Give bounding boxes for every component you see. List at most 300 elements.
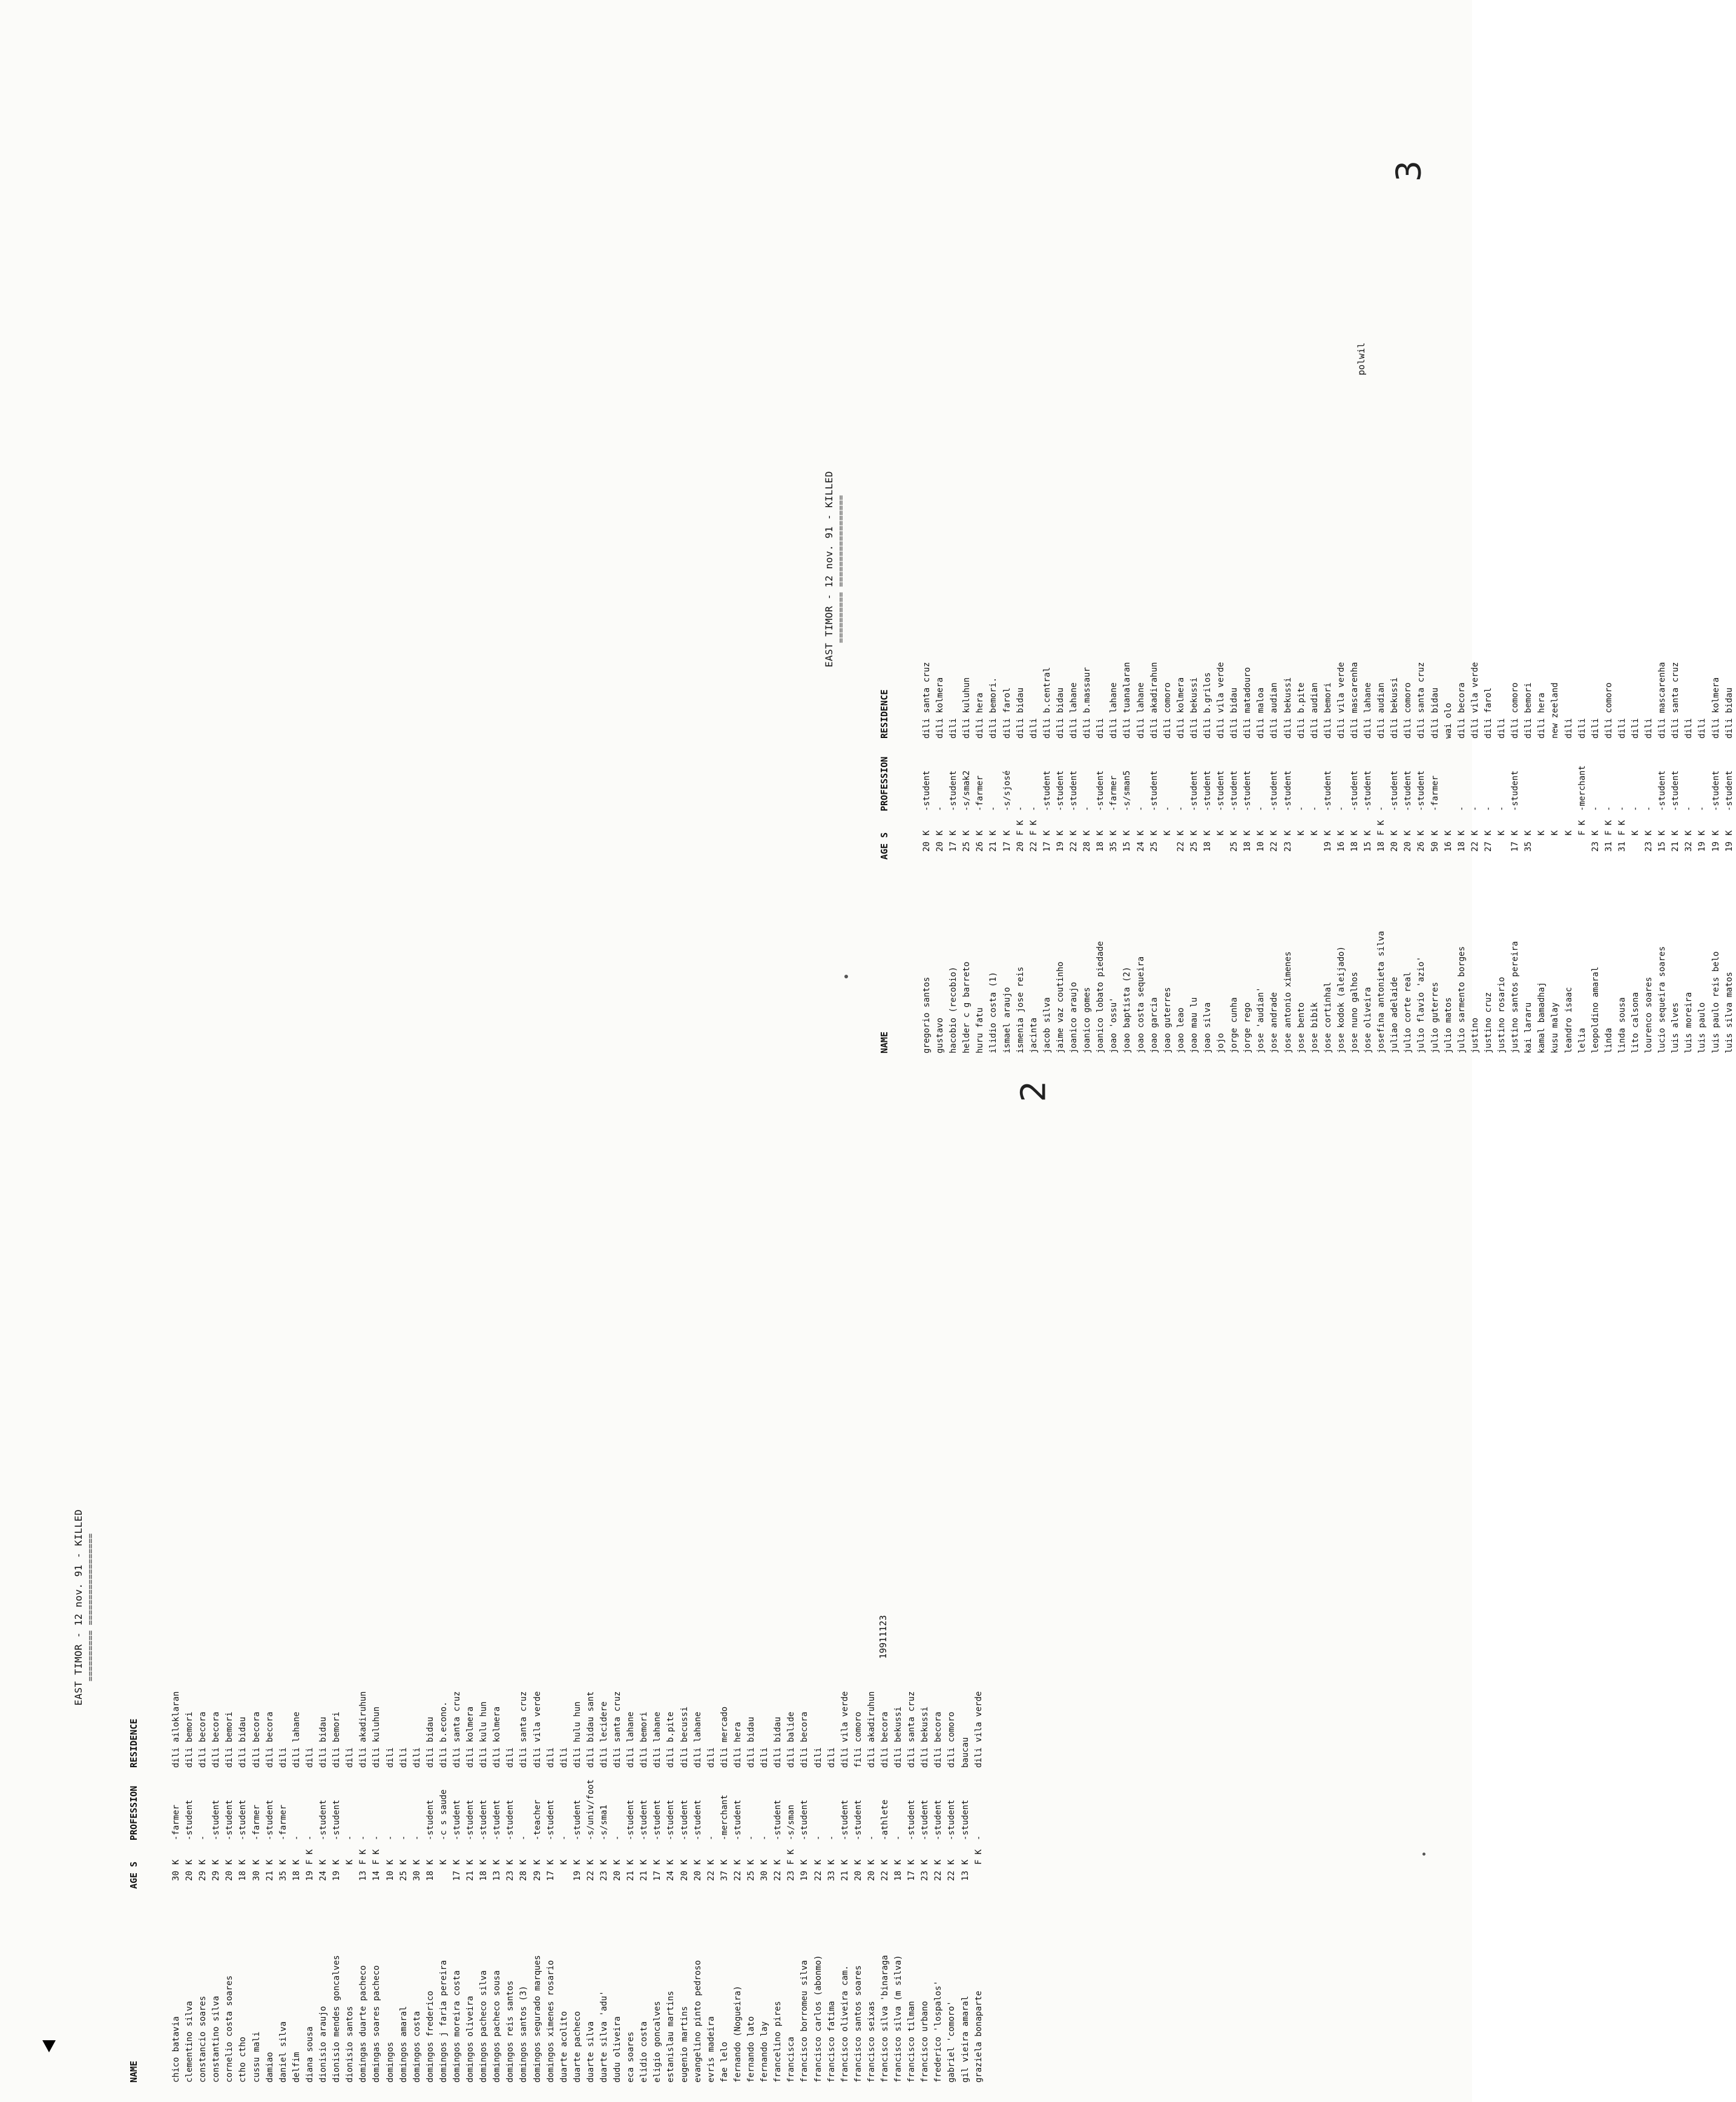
cell-profession: -student bbox=[265, 1799, 275, 1840]
cell-age: 13 bbox=[358, 1871, 369, 1881]
cell-profession: -s/sma1 bbox=[599, 1804, 609, 1840]
cell-name: daniel silva bbox=[278, 2021, 288, 2083]
table-row bbox=[1054, 85, 1067, 1053]
table-row bbox=[705, 1132, 718, 2083]
cell-profession: -student bbox=[1510, 770, 1521, 811]
cell-profession: -student bbox=[933, 1799, 944, 1840]
cell-name: joanico lobato piedade bbox=[1096, 941, 1106, 1053]
cell-residence: dili bemori bbox=[639, 1712, 649, 1768]
cell-name: helder c g barreto bbox=[962, 961, 972, 1053]
cell-age: 23 bbox=[1283, 842, 1293, 852]
cell-age: 21 bbox=[639, 1871, 649, 1881]
table-row bbox=[1174, 85, 1188, 1053]
cell-name: estanislau martins bbox=[666, 1991, 676, 2083]
cell-sex: K bbox=[318, 1859, 329, 1865]
cell-age: 19 bbox=[1697, 842, 1708, 852]
cell-name: jacinta bbox=[1028, 1017, 1039, 1053]
cell-name: francisco carlos (abonmo) bbox=[813, 1955, 823, 2083]
cell-profession: -student bbox=[1189, 770, 1199, 811]
cell-name: gil vieira amaral bbox=[960, 1995, 970, 2083]
cell-sex: K bbox=[398, 1859, 409, 1865]
cell-residence: dili bidau bbox=[1430, 687, 1440, 739]
cell-profession: -student bbox=[1711, 770, 1721, 811]
table-row bbox=[1161, 85, 1174, 1053]
cell-age: 33 bbox=[826, 1871, 837, 1881]
cell-sex: K bbox=[238, 1859, 248, 1865]
table-row bbox=[1134, 85, 1148, 1053]
column-headers bbox=[879, 85, 891, 1053]
cell-sex: K bbox=[412, 1859, 422, 1865]
table-row bbox=[236, 1132, 249, 2083]
cell-residence: dili akadiruhun bbox=[358, 1691, 369, 1768]
cell-name: jose nuno galhos bbox=[1350, 972, 1360, 1053]
table-row bbox=[865, 1132, 878, 2083]
cell-profession: -student bbox=[840, 1799, 850, 1840]
cell-age: 30 bbox=[251, 1871, 261, 1881]
cell-sex: K bbox=[666, 1859, 676, 1865]
cell-profession: -student bbox=[1202, 770, 1212, 811]
cell-name: justino bbox=[1470, 1017, 1480, 1053]
cell-age: 23 bbox=[599, 1871, 609, 1881]
table-row bbox=[1576, 85, 1589, 1053]
cell-name: lito calsona bbox=[1630, 992, 1640, 1053]
cell-residence: dili lahane bbox=[1109, 682, 1119, 739]
cell-name: dudu oliveira bbox=[613, 2016, 623, 2083]
cell-name: domingos j faria pereira bbox=[438, 1960, 449, 2083]
page-number-2: 2 bbox=[1014, 1080, 1054, 1102]
cell-residence: dili vila verde bbox=[532, 1691, 542, 1768]
cell-profession: - bbox=[1470, 806, 1480, 811]
cell-age: 22 bbox=[880, 1871, 890, 1881]
title-underline: ========== ================== bbox=[86, 1533, 96, 1682]
cell-name: lelia bbox=[1577, 1027, 1587, 1053]
table-row bbox=[504, 1132, 517, 2083]
cell-name: luis moreira bbox=[1684, 992, 1694, 1053]
cell-sex: K bbox=[1309, 830, 1320, 835]
cell-residence: dili bbox=[706, 1747, 716, 1768]
cell-name: linda sousa bbox=[1617, 997, 1627, 1053]
cell-residence: dili kuluhun bbox=[372, 1706, 382, 1768]
cell-residence: dili hulu hun bbox=[572, 1701, 582, 1768]
cell-name: joao baptista (2) bbox=[1122, 966, 1133, 1053]
cell-profession: - bbox=[1630, 806, 1640, 811]
cell-age: 19 bbox=[800, 1871, 810, 1881]
cell-name: leopoldino amaral bbox=[1590, 966, 1600, 1053]
cell-sex: F K bbox=[1015, 820, 1025, 835]
cell-profession: - bbox=[1175, 806, 1186, 811]
cell-sex: K bbox=[1243, 830, 1253, 835]
cell-profession: - bbox=[1684, 806, 1694, 811]
table-row bbox=[812, 1132, 825, 2083]
cell-profession: - bbox=[1644, 806, 1654, 811]
cell-profession: - bbox=[345, 1835, 355, 1840]
cell-residence: dili hera bbox=[975, 693, 985, 739]
cell-profession: - bbox=[813, 1835, 823, 1840]
cell-sex: K bbox=[1229, 830, 1240, 835]
cell-profession: -student bbox=[1390, 770, 1400, 811]
cell-profession: -s/smak2 bbox=[962, 770, 972, 811]
cell-age: 28 bbox=[1082, 842, 1093, 852]
table-row bbox=[544, 1132, 557, 2083]
cell-sex: K bbox=[1630, 830, 1640, 835]
cell-sex: K bbox=[1069, 830, 1079, 835]
cell-age: 29 bbox=[211, 1871, 222, 1881]
header-name: NAME bbox=[128, 2060, 139, 2083]
cell-residence: dili vila verde bbox=[1470, 662, 1480, 739]
cell-age: 31 bbox=[1603, 842, 1614, 852]
table-row bbox=[183, 1132, 196, 2083]
table-row bbox=[1616, 85, 1629, 1053]
cell-sex: K bbox=[1390, 830, 1400, 835]
cell-residence: dili tuanalaran bbox=[1122, 662, 1133, 739]
table-row bbox=[1401, 85, 1415, 1053]
cell-residence: dili b.grilos bbox=[1202, 672, 1212, 739]
cell-profession: - bbox=[1590, 806, 1600, 811]
cell-residence: dili kolmera bbox=[492, 1706, 502, 1768]
cell-profession: - bbox=[1296, 806, 1306, 811]
table-row bbox=[973, 85, 987, 1053]
cell-sex: K bbox=[746, 1859, 757, 1865]
cell-name: julio matos bbox=[1443, 997, 1453, 1053]
table-row bbox=[1308, 85, 1321, 1053]
cell-name: graziela bonaparte bbox=[973, 1991, 984, 2083]
cell-sex: K bbox=[1216, 830, 1226, 835]
cell-profession: -student bbox=[492, 1799, 502, 1840]
table-row bbox=[397, 1132, 410, 2083]
cell-age: 24 bbox=[666, 1871, 676, 1881]
cell-profession: - bbox=[893, 1835, 904, 1840]
cell-residence: dili b.central bbox=[1042, 667, 1052, 739]
document-page-2 bbox=[73, 1132, 984, 2083]
cell-residence: dili bekussi bbox=[1390, 677, 1400, 739]
cell-residence: dili bidau bbox=[318, 1716, 329, 1768]
cell-name: eligio goncalves bbox=[653, 2001, 663, 2083]
table-row bbox=[1522, 85, 1535, 1053]
cell-sex: K bbox=[1269, 830, 1280, 835]
cell-residence: dili balide bbox=[786, 1712, 797, 1768]
table-row bbox=[920, 85, 933, 1053]
cell-profession: -student bbox=[1269, 770, 1280, 811]
cell-profession: -s/univ/foot bbox=[585, 1779, 596, 1840]
cell-name: duarte silva 'adu' bbox=[599, 1991, 609, 2083]
cell-sex: K bbox=[465, 1859, 476, 1865]
cell-sex: K bbox=[1416, 830, 1427, 835]
table-row bbox=[1602, 85, 1616, 1053]
cell-name: kusu malay bbox=[1550, 1002, 1560, 1053]
cell-name: jose cortinhal bbox=[1323, 981, 1333, 1053]
cell-sex: K bbox=[1483, 830, 1493, 835]
cell-name: domingas soares pacheco bbox=[372, 1965, 382, 2083]
cell-name: evangelino pinto pedroso bbox=[692, 1960, 703, 2083]
cell-profession: -student bbox=[949, 770, 959, 811]
table-row bbox=[798, 1132, 811, 2083]
cell-profession: -student bbox=[425, 1799, 435, 1840]
cell-profession: -student bbox=[626, 1799, 636, 1840]
cell-sex: K bbox=[1644, 830, 1654, 835]
table-row bbox=[437, 1132, 450, 2083]
cell-name: jorge cunha bbox=[1229, 997, 1240, 1053]
cell-residence: dili bbox=[1563, 718, 1574, 739]
cell-residence: dili lahane bbox=[1069, 682, 1079, 739]
cell-sex: K bbox=[1430, 830, 1440, 835]
cell-age: 23 bbox=[786, 1871, 797, 1881]
cell-sex: K bbox=[198, 1859, 208, 1865]
table-row bbox=[1348, 85, 1361, 1053]
cell-profession: - bbox=[1483, 806, 1493, 811]
cell-age: 25 bbox=[746, 1871, 757, 1881]
table-row bbox=[357, 1132, 370, 2083]
cell-sex: K bbox=[626, 1859, 636, 1865]
table-row bbox=[1495, 85, 1508, 1053]
cell-residence: dili santa cruz bbox=[1671, 662, 1681, 739]
cell-residence: dili santa cruz bbox=[922, 662, 932, 739]
cell-name: eca soares bbox=[626, 2031, 636, 2083]
table-row bbox=[1188, 85, 1201, 1053]
cell-residence: dili bbox=[545, 1747, 556, 1768]
cell-name: domingos oliveira bbox=[465, 1995, 476, 2083]
cell-profession: -student bbox=[1055, 770, 1065, 811]
cell-age: 18 bbox=[1243, 842, 1253, 852]
cell-sex: K bbox=[452, 1859, 462, 1865]
cell-sex: K bbox=[1136, 830, 1146, 835]
cell-sex: K bbox=[962, 830, 972, 835]
cell-sex: K bbox=[291, 1859, 301, 1865]
cell-name: fernando (Nogueira) bbox=[732, 1985, 743, 2083]
table-row bbox=[745, 1132, 758, 2083]
cell-sex: K bbox=[866, 1859, 876, 1865]
cell-sex: K bbox=[719, 1859, 729, 1865]
table-row bbox=[464, 1132, 477, 2083]
cell-residence: dili kuluhun bbox=[962, 677, 972, 739]
table-row bbox=[947, 85, 960, 1053]
cell-age: 23 bbox=[920, 1871, 930, 1881]
cell-name: ismenia jose reis bbox=[1015, 966, 1025, 1053]
cell-sex: K bbox=[1055, 830, 1065, 835]
cell-sex: K bbox=[1256, 830, 1266, 835]
cell-sex: K bbox=[935, 830, 945, 835]
table-row bbox=[624, 1132, 637, 2083]
cell-age: 35 bbox=[278, 1871, 288, 1881]
cell-sex: K bbox=[1510, 830, 1521, 835]
cell-sex: K bbox=[1363, 830, 1373, 835]
page-number-3: 3 bbox=[1389, 160, 1429, 182]
cell-profession: -student bbox=[1229, 770, 1240, 811]
cell-residence: dili comoro bbox=[1403, 682, 1413, 739]
cell-sex: K bbox=[1002, 830, 1012, 835]
cell-age: 20 bbox=[613, 1871, 623, 1881]
cell-residence: dili farol bbox=[1002, 687, 1012, 739]
cell-sex: K bbox=[1189, 830, 1199, 835]
cell-age: 25 bbox=[398, 1871, 409, 1881]
cell-residence: dili bidau bbox=[1724, 687, 1734, 739]
table-row bbox=[1429, 85, 1442, 1053]
cell-residence: wai olo bbox=[1443, 702, 1453, 739]
cell-age: 25 bbox=[962, 842, 972, 852]
cell-profession: -student bbox=[1363, 770, 1373, 811]
cell-residence: dili becora bbox=[198, 1712, 208, 1768]
table-row bbox=[1014, 85, 1027, 1053]
table-row bbox=[932, 1132, 945, 2083]
cell-sex: K bbox=[1724, 830, 1734, 835]
cell-name: julio flavio 'azio' bbox=[1416, 956, 1427, 1053]
table-row bbox=[531, 1132, 544, 2083]
cell-profession: -student bbox=[922, 770, 932, 811]
cell-sex: K bbox=[692, 1859, 703, 1865]
cell-sex: K bbox=[1042, 830, 1052, 835]
cell-age: 37 bbox=[719, 1871, 729, 1881]
cell-age: 17 bbox=[907, 1871, 917, 1881]
cell-residence: dili akadiruhun bbox=[866, 1691, 876, 1768]
table-row bbox=[209, 1132, 223, 2083]
cell-sex: K bbox=[1684, 830, 1694, 835]
cell-name: joanico araujo bbox=[1069, 981, 1079, 1053]
cell-residence: dili bbox=[1697, 718, 1708, 739]
arrow-icon bbox=[42, 2040, 56, 2052]
cell-residence: dili bidau bbox=[1015, 687, 1025, 739]
cell-name: francisco santos soares bbox=[853, 1965, 863, 2083]
cell-residence: dili santa cruz bbox=[907, 1691, 917, 1768]
cell-name: jaime vaz coutinho bbox=[1055, 961, 1065, 1053]
cell-name: dionisio mendes goncalves bbox=[332, 1955, 342, 2083]
cell-age: 23 bbox=[1590, 842, 1600, 852]
cell-name: ctho ctho bbox=[238, 2037, 248, 2083]
cell-sex: K bbox=[853, 1859, 863, 1865]
cell-sex: K bbox=[1524, 830, 1534, 835]
cell-profession: -c s saude bbox=[438, 1789, 449, 1840]
cell-name: francisco seixas bbox=[866, 2001, 876, 2083]
cell-age: 24 bbox=[318, 1871, 329, 1881]
cell-residence: dili akadirahun bbox=[1149, 662, 1159, 739]
cell-age: 20 bbox=[1015, 842, 1025, 852]
cell-profession: - bbox=[1497, 806, 1507, 811]
cell-residence: dili comoro bbox=[947, 1712, 957, 1768]
table-row bbox=[330, 1132, 343, 2083]
cell-profession: -student bbox=[465, 1799, 476, 1840]
cell-name: gustavo bbox=[935, 1017, 945, 1053]
table-row bbox=[584, 1132, 597, 2083]
cell-name: jose bento bbox=[1296, 1002, 1306, 1053]
cell-name: clementino silva bbox=[185, 2001, 195, 2083]
cell-residence: dili bekussi bbox=[893, 1706, 904, 1768]
cell-age: 22 bbox=[773, 1871, 783, 1881]
cell-profession: -student bbox=[225, 1799, 235, 1840]
cell-profession: -student bbox=[1096, 770, 1106, 811]
cell-sex: K bbox=[251, 1859, 261, 1865]
table-row bbox=[370, 1132, 383, 2083]
header-age-sex: AGE S bbox=[879, 832, 890, 860]
cell-name: elidio costa bbox=[639, 2021, 649, 2083]
table-row bbox=[303, 1132, 317, 2083]
cell-sex: K bbox=[760, 1859, 770, 1865]
cell-sex: K bbox=[975, 830, 985, 835]
cell-residence: new zeeland bbox=[1550, 682, 1560, 739]
cell-name: francisco silva (m silva) bbox=[893, 1955, 904, 2083]
cell-name: dionisio santos bbox=[345, 2006, 355, 2083]
cell-name: domingas duarte pacheco bbox=[358, 1965, 369, 2083]
cell-sex: K bbox=[1082, 830, 1093, 835]
cell-residence: dili audian bbox=[1309, 682, 1320, 739]
cell-age: 19 bbox=[1055, 842, 1065, 852]
table-row bbox=[959, 1132, 972, 2083]
table-row bbox=[1562, 85, 1576, 1053]
cell-name: evris madeira bbox=[706, 2016, 716, 2083]
cell-profession: -student bbox=[1069, 770, 1079, 811]
cell-profession: -athlete bbox=[880, 1799, 890, 1840]
cell-age: 23 bbox=[1644, 842, 1654, 852]
cell-sex: K bbox=[960, 1859, 970, 1865]
cell-sex: K bbox=[599, 1859, 609, 1865]
cell-age: 14 bbox=[372, 1871, 382, 1881]
cell-name: damiao bbox=[265, 2052, 275, 2083]
cell-age: 17 bbox=[545, 1871, 556, 1881]
column-headers bbox=[128, 1132, 140, 2083]
cell-residence: dili mascarenha bbox=[1657, 662, 1668, 739]
header-residence: RESIDENCE bbox=[879, 689, 890, 739]
cell-name: eugenio martins bbox=[679, 2006, 689, 2083]
cell-age: 13 bbox=[960, 1871, 970, 1881]
cell-age: 16 bbox=[1443, 842, 1453, 852]
table-row bbox=[1041, 85, 1054, 1053]
cell-sex: K bbox=[585, 1859, 596, 1865]
cell-age: 22 bbox=[1269, 842, 1280, 852]
cell-name: jose bibik bbox=[1309, 1002, 1320, 1053]
cell-sex: K bbox=[679, 1859, 689, 1865]
cell-sex: K bbox=[922, 830, 932, 835]
cell-sex: K bbox=[1711, 830, 1721, 835]
cell-profession: -student bbox=[1323, 770, 1333, 811]
cell-residence: dili becora bbox=[933, 1712, 944, 1768]
cell-age: 50 bbox=[1430, 842, 1440, 852]
cell-age: 30 bbox=[760, 1871, 770, 1881]
cell-name: frederico 'lospalos' bbox=[933, 1980, 944, 2083]
table-row bbox=[1214, 85, 1228, 1053]
cell-residence: dili kolmera bbox=[935, 677, 945, 739]
cell-sex: K bbox=[732, 1859, 743, 1865]
table-row bbox=[196, 1132, 209, 2083]
reference-number: 19911123 bbox=[878, 1615, 889, 1659]
cell-age: 29 bbox=[532, 1871, 542, 1881]
cell-residence: dili comoro bbox=[1603, 682, 1614, 739]
table-row bbox=[343, 1132, 357, 2083]
table-row bbox=[1281, 85, 1295, 1053]
table-row bbox=[960, 85, 973, 1053]
cell-residence: dili lahane bbox=[626, 1712, 636, 1768]
cell-age: 20 bbox=[679, 1871, 689, 1881]
cell-age: 35 bbox=[1109, 842, 1119, 852]
cell-name: diana sousa bbox=[304, 2026, 315, 2083]
table-row bbox=[1589, 85, 1602, 1053]
table-row bbox=[450, 1132, 464, 2083]
table-row bbox=[1535, 85, 1548, 1053]
table-row bbox=[1094, 85, 1107, 1053]
cell-profession: -student bbox=[1243, 770, 1253, 811]
cell-profession: -farmer bbox=[251, 1804, 261, 1840]
table-row bbox=[410, 1132, 424, 2083]
cell-sex: K bbox=[1403, 830, 1413, 835]
cell-profession: -farmer bbox=[278, 1804, 288, 1840]
table-row bbox=[424, 1132, 437, 2083]
cell-residence: dili vila verde bbox=[840, 1691, 850, 1768]
cell-age: 19 bbox=[304, 1871, 315, 1881]
cell-name: domingos santos (3) bbox=[519, 1985, 529, 2083]
cell-name: jose oliveira bbox=[1363, 987, 1373, 1053]
table-row bbox=[1228, 85, 1241, 1053]
cell-name: domingos segurado marques bbox=[532, 1955, 542, 2083]
cell-profession: -student bbox=[572, 1799, 582, 1840]
cell-sex: K bbox=[492, 1859, 502, 1865]
cell-name: ismael araujo bbox=[1002, 987, 1012, 1053]
cell-name: domingos reis santos bbox=[505, 1980, 516, 2083]
